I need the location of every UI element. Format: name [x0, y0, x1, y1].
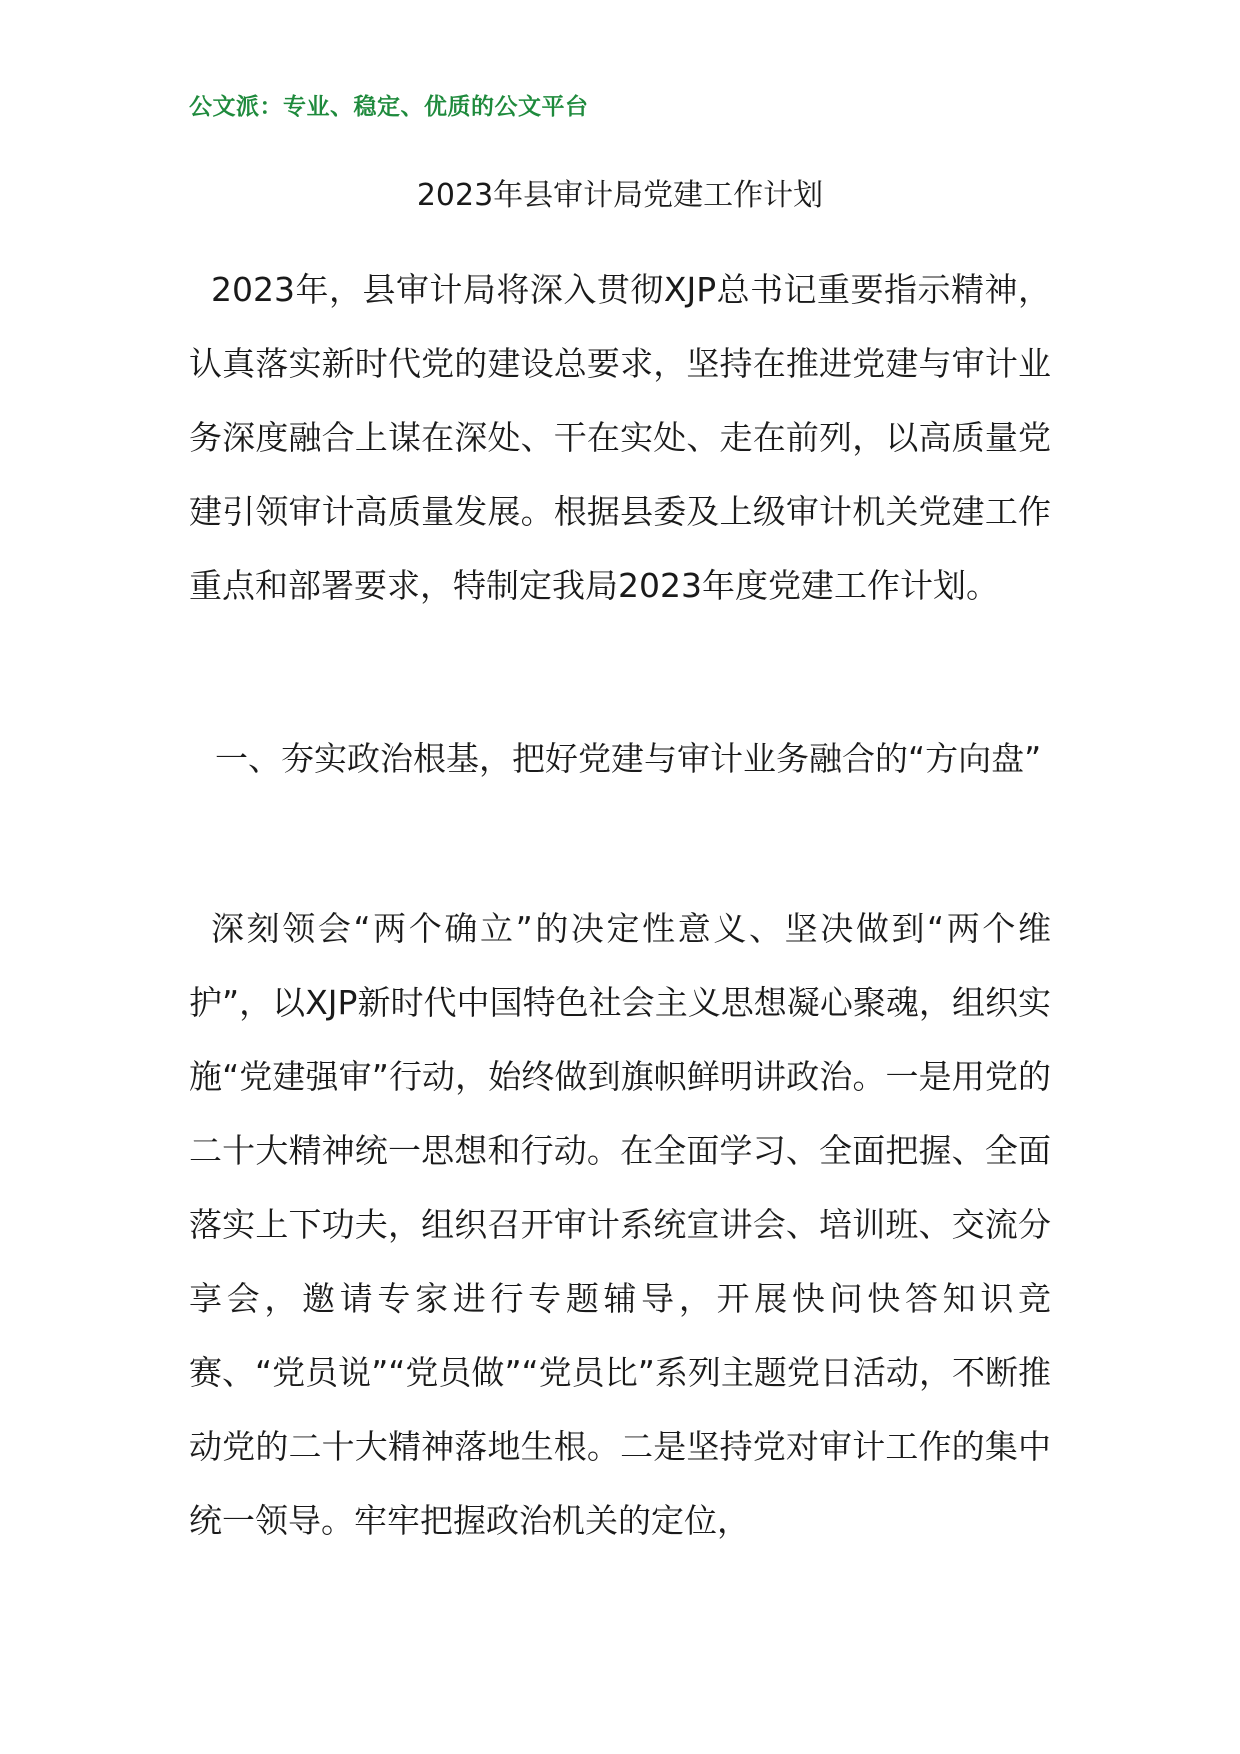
body-paragraph: 深刻领会“两个确立”的决定性意义、坚决做到“两个维护”，以XJP新时代中国特色社会主义思想凝心聚魂，组织实施“党建强审”行动，始终做到旗帜鲜明讲政治。一是用党的二十大精神统一思想和行动。在全面学习、全面把握、全面落实上下功夫，组织召开审计系统宣讲会、培训班、交流分享会，邀请专家进行专题辅导，开展快问快答知识竞赛、“党员说”“党员做”“党员比”系列主题党日活动，不断推动党的二十大精神落地生根。二是坚持党对审计工作的集中统一领导。牢牢把握政治机关的定位， [189, 909, 1051, 1540]
section-heading: 一、夯实政治根基，把好党建与审计业务融合的“方向盘” [215, 739, 1042, 778]
header-banner: 公文派：专业、稳定、优质的公文平台 [189, 94, 589, 120]
body-paragraph: 2023年，县审计局将深入贯彻XJP总书记重要指示精神，认真落实新时代党的建设总要求，坚持在推进党建与审计业务深度融合上谋在深处、干在实处、走在前列，以高质量党建引领审计高质量发展。根据县委及上级审计机关党建工作重点和部署要求，特制定我局2023年度党建工作计划。 [189, 270, 1051, 605]
document-title: 2023年县审计局党建工作计划 [416, 178, 824, 213]
